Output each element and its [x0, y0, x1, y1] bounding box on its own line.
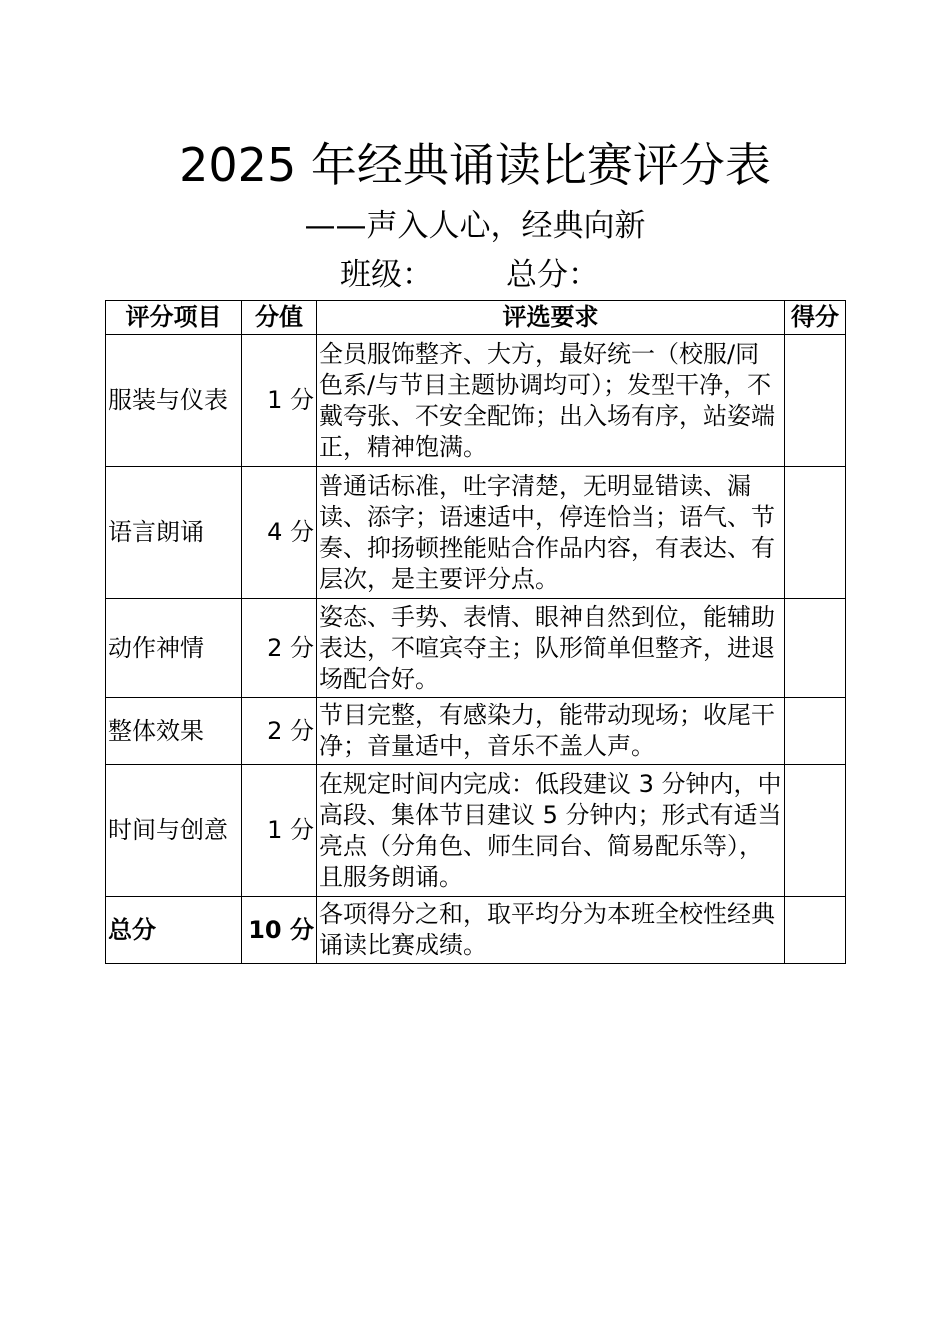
- row-item: 服装与仪表: [106, 335, 242, 467]
- table-row: [106, 765, 846, 897]
- total-value: 10 分: [242, 897, 317, 964]
- row-value: 2 分: [242, 599, 317, 698]
- row-score-cell[interactable]: [785, 467, 846, 599]
- header-requirement: 评选要求: [317, 301, 785, 335]
- row-item: 时间与创意: [106, 765, 242, 897]
- row-requirement: 节目完整，有感染力，能带动现场；收尾干净；音量适中，音乐不盖人声。: [317, 698, 785, 765]
- class-label: 班级：: [340, 257, 433, 293]
- header-value: 分值: [242, 301, 317, 335]
- table-row: [106, 698, 846, 765]
- page-title: 2025 年经典诵读比赛评分表: [179, 138, 771, 192]
- table-row: [106, 599, 846, 698]
- row-item: 语言朗诵: [106, 467, 242, 599]
- table-row: [106, 335, 846, 467]
- row-requirement: 姿态、手势、表情、眼神自然到位，能辅助表达，不喧宾夺主；队形简单但整齐，进退场配合好。: [317, 599, 785, 698]
- total-score-label: 总分：: [506, 257, 599, 293]
- total-item: 总分: [106, 897, 242, 964]
- total-requirement: 各项得分之和，取平均分为本班全校性经典诵读比赛成绩。: [317, 897, 785, 964]
- table-total-row: [106, 897, 846, 964]
- row-value: 2 分: [242, 698, 317, 765]
- row-score-cell[interactable]: [785, 765, 846, 897]
- row-requirement: 普通话标准，吐字清楚，无明显错读、漏读、添字；语速适中，停连恰当；语气、节奏、抑扬顿挫能贴合作品内容，有表达、有层次，是主要评分点。: [317, 467, 785, 599]
- table-row: [106, 467, 846, 599]
- row-value: 4 分: [242, 467, 317, 599]
- row-requirement: 在规定时间内完成：低段建议 3 分钟内，中高段、集体节目建议 5 分钟内；形式有适当亮点（分角色、师生同台、简易配乐等），且服务朗诵。: [317, 765, 785, 897]
- header-item: 评分项目: [106, 301, 242, 335]
- score-table: [105, 300, 846, 964]
- row-item: 整体效果: [106, 698, 242, 765]
- row-score-cell[interactable]: [785, 599, 846, 698]
- page-subtitle: ——声入人心，经典向新: [304, 208, 646, 244]
- row-score-cell[interactable]: [785, 698, 846, 765]
- table-header-row: [106, 301, 846, 335]
- row-value: 1 分: [242, 335, 317, 467]
- row-score-cell[interactable]: [785, 335, 846, 467]
- total-score-cell[interactable]: [785, 897, 846, 964]
- row-requirement: 全员服饰整齐、大方，最好统一（校服/同色系/与节目主题协调均可）；发型干净，不戴夸张、不安全配饰；出入场有序，站姿端正，精神饱满。: [317, 335, 785, 467]
- row-value: 1 分: [242, 765, 317, 897]
- header-score: 得分: [785, 301, 846, 335]
- row-item: 动作神情: [106, 599, 242, 698]
